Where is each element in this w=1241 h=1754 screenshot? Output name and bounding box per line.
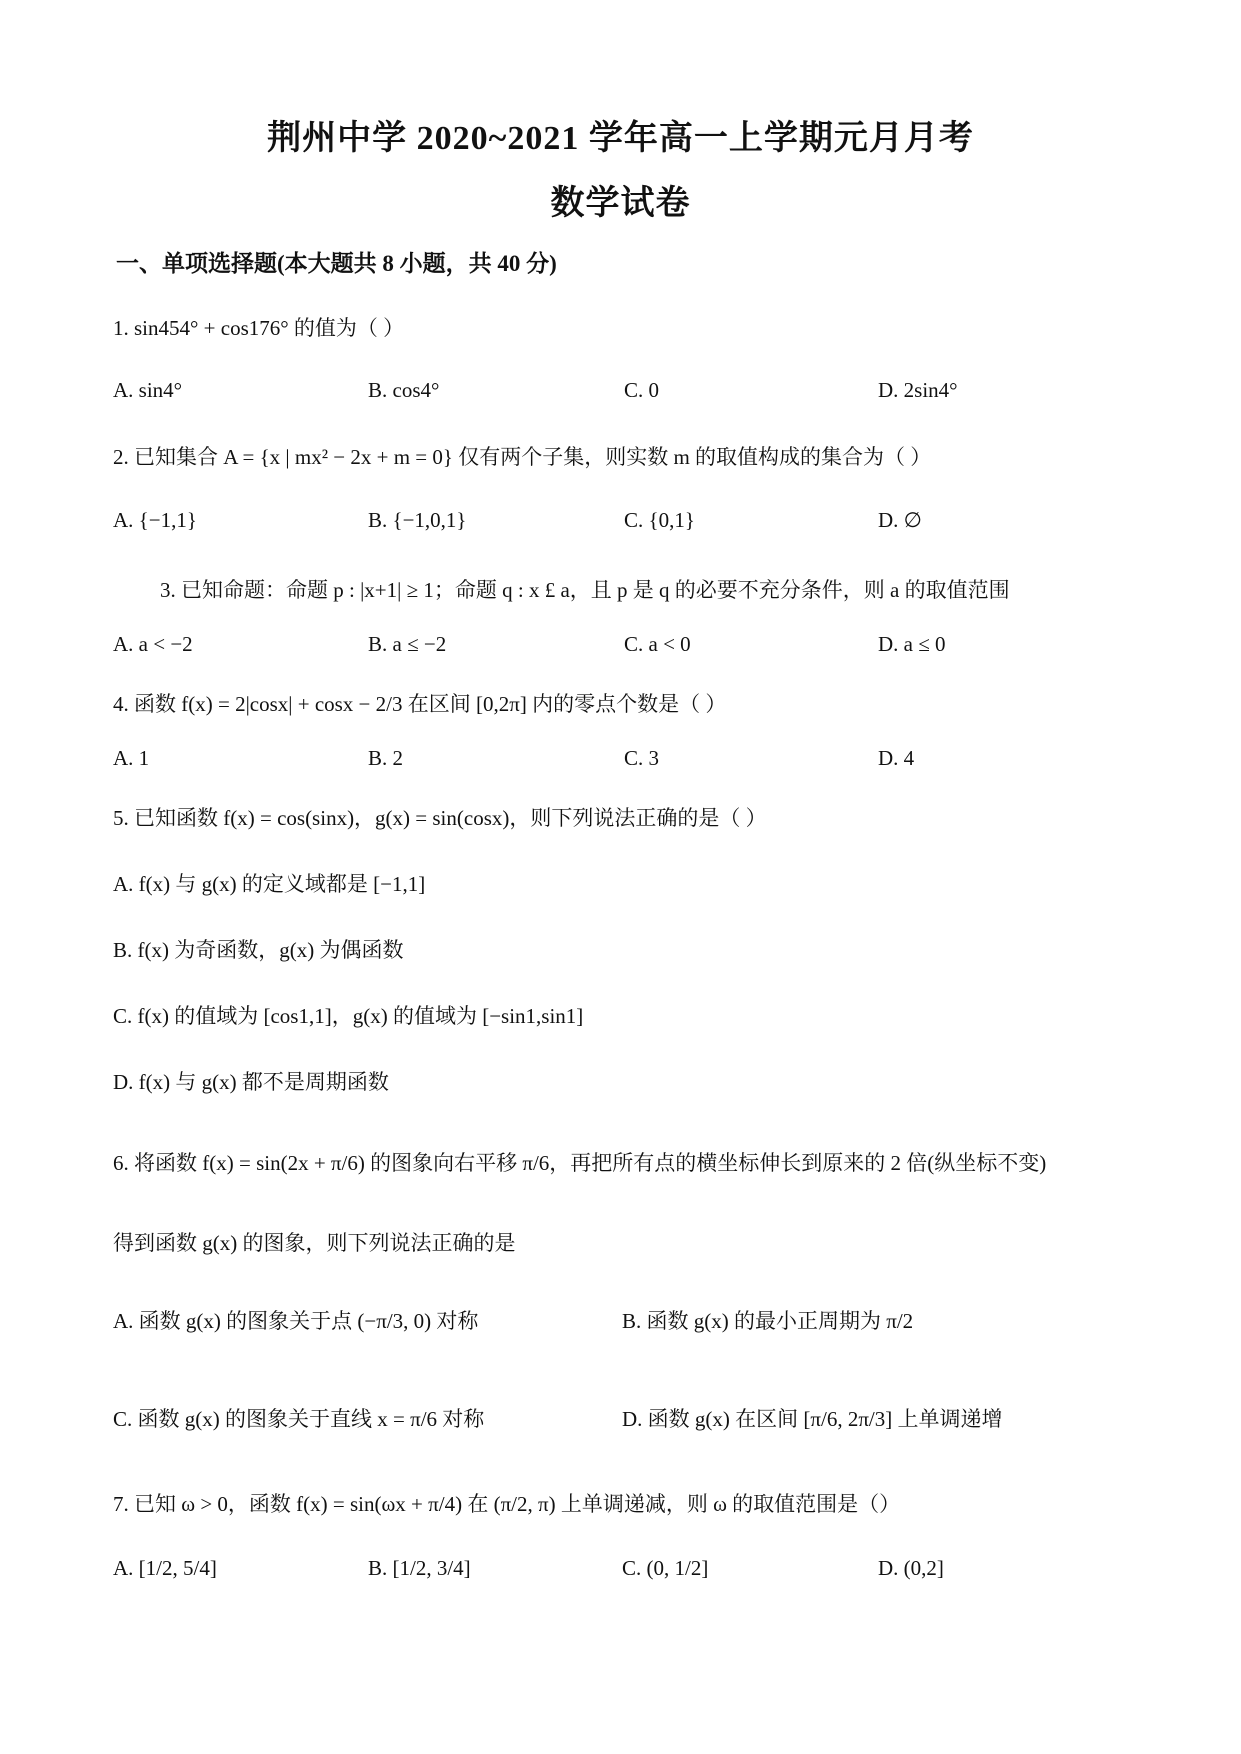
- question-7-number: 7.: [113, 1492, 129, 1516]
- question-4-option-a: A. 1: [113, 746, 150, 770]
- question-7: [113, 1488, 900, 1518]
- question-2-option-b: B. {−1,0,1}: [368, 508, 467, 532]
- exam-subtitle: 数学试卷: [550, 185, 691, 222]
- question-6-option-c: C. 函数 g(x) 的图象关于直线 x = π/6 对称: [113, 1407, 485, 1431]
- question-1-number: 1.: [113, 316, 129, 340]
- question-2: [113, 441, 931, 471]
- question-3-option-a: A. a < −2: [113, 632, 193, 656]
- question-3-option-c: C. a < 0: [624, 632, 691, 656]
- question-3: [160, 574, 1010, 604]
- question-7-option-d: D. (0,2]: [878, 1556, 944, 1580]
- question-7-stem: 已知 ω > 0，函数 f(x) = sin(ωx + π/4) 在 (π/2, π) 上单调递减，则 ω 的取值范围是（）: [134, 1492, 901, 1516]
- question-1-option-a: A. sin4°: [113, 378, 183, 402]
- question-3-stem: 已知命题：命题 p : |x+1| ≥ 1；命题 q : x £ a，且 p 是 q 的必要不充分条件，则 a 的取值范围: [181, 578, 1010, 602]
- question-1-option-c: C. 0: [624, 378, 660, 402]
- question-4-option-c: C. 3: [624, 746, 660, 770]
- question-7-option-b: B. [1/2, 3/4]: [368, 1556, 471, 1580]
- question-6-option-d: D. 函数 g(x) 在区间 [π/6, 2π/3] 上单调递增: [622, 1407, 1003, 1431]
- question-5: [113, 802, 767, 832]
- question-6-option-a: A. 函数 g(x) 的图象关于点 (−π/3, 0) 对称: [113, 1309, 479, 1333]
- question-6-stem-continued: 得到函数 g(x) 的图象，则下列说法正确的是: [113, 1231, 516, 1255]
- question-5-number: 5.: [113, 806, 129, 830]
- question-6-option-b: B. 函数 g(x) 的最小正周期为 π/2: [622, 1309, 914, 1333]
- question-1: [113, 312, 404, 342]
- question-3-number: 3.: [160, 578, 176, 602]
- question-4-stem: 函数 f(x) = 2|cosx| + cosx − 2/3 在区间 [0,2π] 内的零点个数是（ ）: [134, 692, 727, 716]
- question-7-option-a: A. [1/2, 5/4]: [113, 1556, 217, 1580]
- question-2-number: 2.: [113, 445, 129, 469]
- question-1-option-b: B. cos4°: [368, 378, 440, 402]
- question-1-stem: sin454° + cos176° 的值为（ ）: [134, 316, 405, 340]
- section-heading: 一、单项选择题(本大题共 8 小题，共 40 分): [116, 251, 557, 276]
- question-5-stem: 已知函数 f(x) = cos(sinx)，g(x) = sin(cosx)，则下列说法正确的是（ ）: [134, 806, 767, 830]
- question-2-option-c: C. {0,1}: [624, 508, 695, 532]
- question-4-option-b: B. 2: [368, 746, 404, 770]
- question-2-option-d: D. ∅: [878, 508, 922, 532]
- question-5-option-b: B. f(x) 为奇函数，g(x) 为偶函数: [113, 938, 404, 962]
- question-7-option-c: C. (0, 1/2]: [622, 1556, 709, 1580]
- question-6-number: 6.: [113, 1151, 129, 1175]
- question-4: [113, 688, 726, 718]
- question-2-option-a: A. {−1,1}: [113, 508, 197, 532]
- question-1-option-d: D. 2sin4°: [878, 378, 958, 402]
- question-4-number: 4.: [113, 692, 129, 716]
- exam-title: 荆州中学 2020~2021 学年高一上学期元月月考: [267, 120, 974, 157]
- question-2-stem: 已知集合 A = {x | mx² − 2x + m = 0} 仅有两个子集，则实数 m 的取值构成的集合为（ ）: [134, 445, 932, 469]
- question-6: [113, 1147, 1046, 1177]
- question-3-option-b: B. a ≤ −2: [368, 632, 447, 656]
- question-4-option-d: D. 4: [878, 746, 915, 770]
- question-3-option-d: D. a ≤ 0: [878, 632, 946, 656]
- question-5-option-c: C. f(x) 的值域为 [cos1,1]，g(x) 的值域为 [−sin1,sin1]: [113, 1004, 584, 1028]
- question-5-option-a: A. f(x) 与 g(x) 的定义域都是 [−1,1]: [113, 872, 426, 896]
- question-6-stem: 将函数 f(x) = sin(2x + π/6) 的图象向右平移 π/6，再把所有点的横坐标伸长到原来的 2 倍(纵坐标不变): [134, 1151, 1047, 1175]
- question-5-option-d: D. f(x) 与 g(x) 都不是周期函数: [113, 1070, 389, 1094]
